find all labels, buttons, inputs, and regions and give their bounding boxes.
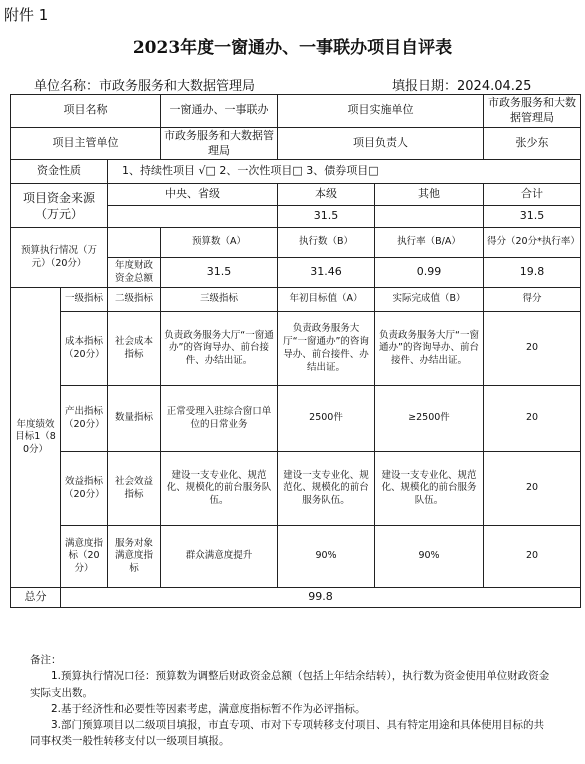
perf-l2: 社会成本指标 — [108, 312, 161, 386]
perf-l1: 满意度指标（20分） — [61, 526, 108, 588]
leader-label: 项目负责人 — [278, 127, 484, 160]
budget-head-score: 得分（20分*执行率） — [484, 228, 581, 258]
perf-head-target: 年初目标值（A） — [278, 288, 375, 312]
perf-l3: 群众满意度提升 — [161, 526, 278, 588]
fund-col-local: 本级 — [278, 184, 375, 206]
perf-actual: ≥2500件 — [375, 386, 484, 452]
perf-actual: 90% — [375, 526, 484, 588]
budget-head-rate: 执行率（B/A） — [375, 228, 484, 258]
unit-name: 单位名称：市政务服务和大数据管理局 — [34, 79, 256, 94]
budget-head-a: 预算数（A） — [161, 228, 278, 258]
perf-l3: 负责政务服务大厅“一窗通办”的咨询导办、前台接件、办结出证。 — [161, 312, 278, 386]
perf-target: 建设一支专业化、规范化、规模化的前台服务队伍。 — [278, 452, 375, 526]
budget-head-b: 执行数（B） — [278, 228, 375, 258]
perf-score: 20 — [484, 386, 581, 452]
budget-val-b: 31.46 — [278, 258, 375, 288]
attachment-label: 附件 1 — [4, 6, 49, 24]
fund-col-other: 其他 — [375, 184, 484, 206]
project-name-value: 一窗通办、一事联办 — [161, 95, 278, 128]
budget-val-score: 19.8 — [484, 258, 581, 288]
perf-l1: 效益指标（20分） — [61, 452, 108, 526]
project-name-label: 项目名称 — [11, 95, 161, 128]
perf-score: 20 — [484, 526, 581, 588]
budget-val-a: 31.5 — [161, 258, 278, 288]
perf-actual: 建设一支专业化、规范化、规模化的前台服务队伍。 — [375, 452, 484, 526]
perf-actual: 负责政务服务大厅“一窗通办”的咨询导办、前台接件、办结出证。 — [375, 312, 484, 386]
perf-head-actual: 实际完成值（B） — [375, 288, 484, 312]
total-label: 总分 — [11, 588, 61, 608]
perf-head-score: 得分 — [484, 288, 581, 312]
fund-col-total: 合计 — [484, 184, 581, 206]
perf-target: 90% — [278, 526, 375, 588]
total-value: 99.8 — [61, 588, 581, 608]
budget-val-rate: 0.99 — [375, 258, 484, 288]
impl-unit-value: 市政务服务和大数据管理局 — [484, 95, 581, 128]
supervisor-label: 项目主管单位 — [11, 127, 161, 160]
fund-val-total: 31.5 — [484, 206, 581, 228]
table-row — [11, 312, 581, 386]
supervisor-value: 市政务服务和大数据管理局 — [161, 127, 278, 160]
budget-label: 预算执行情况（万元）（20分） — [11, 228, 108, 288]
page-title: 2023年度一窗通办、一事联办项目自评表 — [132, 38, 453, 58]
fund-val-central — [108, 206, 278, 228]
fund-nature-value: 1、持续性项目 √□ 2、一次性项目□ 3、债券项目□ — [108, 160, 581, 184]
budget-row-label: 年度财政资金总额 — [108, 258, 161, 288]
perf-l2: 社会效益指标 — [108, 452, 161, 526]
perf-l2: 服务对象满意度指标 — [108, 526, 161, 588]
leader-value: 张少东 — [484, 127, 581, 160]
perf-side-label: 年度绩效目标1（80分） — [11, 288, 61, 588]
perf-target: 2500件 — [278, 386, 375, 452]
budget-empty-head — [108, 228, 161, 258]
perf-target: 负责政务服务大厅“一窗通办”的咨询导办、前台接件、办结出证。 — [278, 312, 375, 386]
table-row — [11, 526, 581, 588]
fund-col-central: 中央、省级 — [108, 184, 278, 206]
perf-l3: 正常受理入驻综合窗口单位的日常业务 — [161, 386, 278, 452]
perf-l3: 建设一支专业化、规范化、规模化的前台服务队伍。 — [161, 452, 278, 526]
report-date: 填报日期：2024.04.25 — [392, 79, 532, 94]
perf-l2: 数量指标 — [108, 386, 161, 452]
notes-title: 备注： — [30, 654, 62, 666]
note-item: 3.部门预算项目以二级项目填报，市直专项、市对下专项转移支付项目、具有特定用途和具体使用目标的共同事权类一般性转移支付以一级项目填报。 — [30, 719, 545, 748]
perf-head-l1: 一级指标 — [61, 288, 108, 312]
perf-l1: 成本指标（20分） — [61, 312, 108, 386]
table-row — [11, 452, 581, 526]
table-row — [11, 386, 581, 452]
note-item: 2.基于经济性和必要性等因素考虑，满意度指标暂不作为必评指标。 — [51, 702, 366, 715]
perf-head-l2: 二级指标 — [108, 288, 161, 312]
perf-head-l3: 三级指标 — [161, 288, 278, 312]
perf-l1: 产出指标（20分） — [61, 386, 108, 452]
notes-section — [30, 652, 550, 750]
evaluation-table — [10, 94, 581, 608]
fund-val-other — [375, 206, 484, 228]
impl-unit-label: 项目实施单位 — [278, 95, 484, 128]
fund-source-label: 项目资金来源（万元） — [11, 184, 108, 228]
fund-nature-label: 资金性质 — [11, 160, 108, 184]
perf-score: 20 — [484, 452, 581, 526]
perf-score: 20 — [484, 312, 581, 386]
note-item: 1.预算执行情况口径：预算数为调整后财政资金总额（包括上年结余结转），执行数为资金使用单位财政资金实际支出数。 — [30, 670, 550, 699]
fund-val-local: 31.5 — [278, 206, 375, 228]
